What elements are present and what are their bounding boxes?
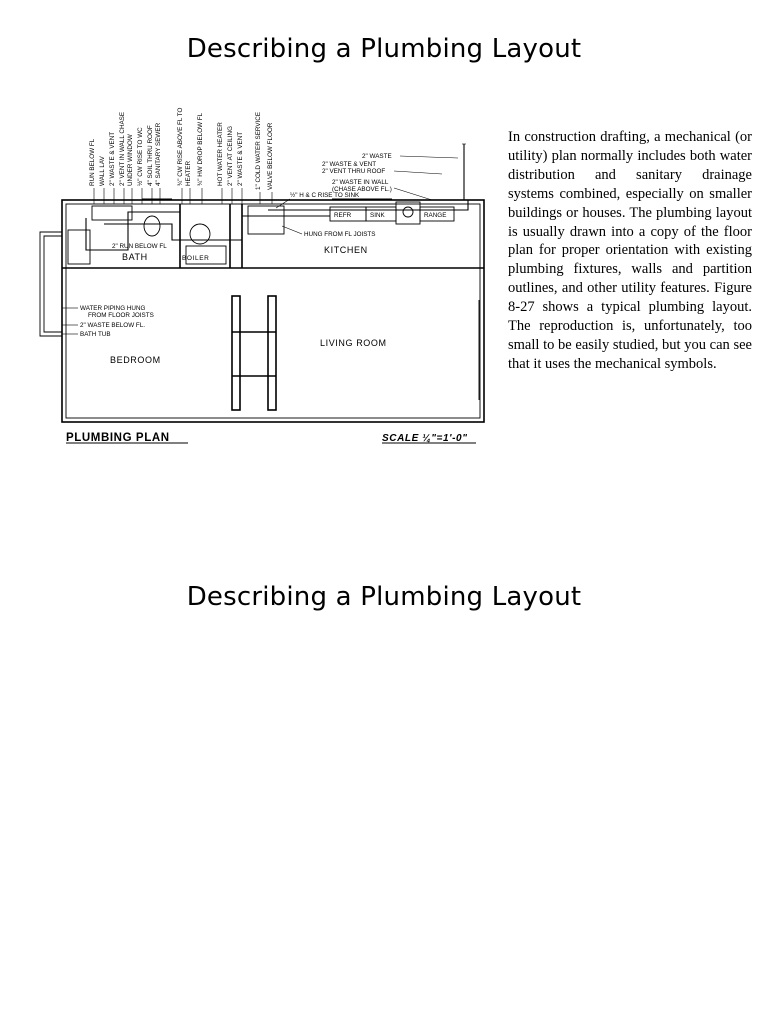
room-label-living: LIVING ROOM <box>320 338 387 348</box>
callout-label: ¾" CW RISE ABOVE FL TO <box>177 107 184 186</box>
sink-fixture <box>396 202 420 224</box>
callout-label: ½" CW RISE TO WC <box>137 127 144 186</box>
left-bay-outline <box>40 232 62 336</box>
plumbing-plan-figure <box>32 100 488 448</box>
closet-wall-left <box>232 296 240 410</box>
callout-label: HOT WATER HEATER <box>217 122 224 186</box>
callout-label: UNDER WINDOW <box>127 134 134 186</box>
water-heater <box>190 224 210 244</box>
room-label-boiler: BOILER <box>182 255 210 262</box>
callout-label: 2" VENT AT CEILING <box>227 126 234 186</box>
plan-scale: SCALE ¼"=1'-0" <box>382 433 468 444</box>
left-bay-inner <box>44 236 62 332</box>
callout-label: 4" SANITARY SEWER <box>155 122 162 186</box>
bathtub <box>68 230 90 264</box>
callout-label: 1" COLD WATER SERVICE <box>255 111 262 190</box>
description-paragraph: In construction drafting, a mechanical (or utility) plan normally includes both water distribution and sanitary drainage systems combined, especially on smaller buildings or houses. The plumbing layout is usually drawn into a copy of the floor plan for proper orientation with existing plumbing fixtures, walls and partition outlines, and other utility features. Figure 8-27 shows a typical plumbing layout. The reproduction is, unfortunately, too small to be easily studied, but you can see that it uses the mechanical symbols. <box>508 129 752 372</box>
callout-label: WATER PIPING HUNG <box>80 305 146 312</box>
waste-pipe <box>104 224 242 240</box>
callout-label: 2" WASTE & VENT <box>237 131 244 186</box>
lavatory <box>92 206 132 220</box>
callout-label: FROM FLOOR JOISTS <box>88 312 154 319</box>
left-callouts <box>62 305 154 338</box>
callout-label: 2" WASTE & VENT <box>109 131 116 186</box>
slide-title: Describing a Plumbing Layout <box>186 34 582 64</box>
run-below-label: 2" RUN BELOW FL <box>112 243 167 250</box>
callout-label: 2" WASTE IN WALL <box>332 179 389 186</box>
callout-label: BATH TUB <box>80 331 111 338</box>
callout-label: WALL LAV <box>99 156 106 186</box>
fixture-label-range: RANGE <box>424 212 447 219</box>
callout-label: 2" WASTE & VENT <box>322 161 377 168</box>
callout-label: HEATER <box>185 160 192 186</box>
callout-label: ½" H & C RISE TO SINK <box>290 192 360 199</box>
slide-title: Describing a Plumbing Layout <box>186 582 582 612</box>
callout-label: 2" VENT IN WALL CHASE <box>119 111 126 186</box>
callout-label: ¾" HW DROP BELOW FL <box>197 112 204 186</box>
callout-label: 2" WASTE <box>362 153 392 160</box>
fixture-label-sink: SINK <box>370 212 385 219</box>
callout-label: 2" VENT THRU ROOF <box>322 168 386 175</box>
vent-pipe <box>268 200 468 210</box>
sink-drain <box>403 207 413 217</box>
callout-label: (CHASE ABOVE FL.) <box>332 186 392 193</box>
plan-caption: PLUMBING PLAN <box>66 432 170 444</box>
hung-label: HUNG FROM FL JOISTS <box>304 231 376 238</box>
plumbing-plan-drawing <box>32 100 488 448</box>
vertical-callouts <box>89 107 274 204</box>
room-label-kitchen: KITCHEN <box>324 245 368 255</box>
callout-label: RUN BELOW FL <box>89 138 96 186</box>
room-label-bath: BATH <box>122 252 148 262</box>
room-label-bedroom: BEDROOM <box>110 355 161 365</box>
water-closet <box>144 216 160 236</box>
callout-label: VALVE BELOW FLOOR <box>267 122 274 190</box>
fixture-label-refr: REFR <box>334 212 352 219</box>
callout-label: 2" WASTE BELOW FL. <box>80 322 145 329</box>
callout-label: 4" SOIL THRU ROOF <box>147 125 154 186</box>
closet-wall-right <box>268 296 276 410</box>
